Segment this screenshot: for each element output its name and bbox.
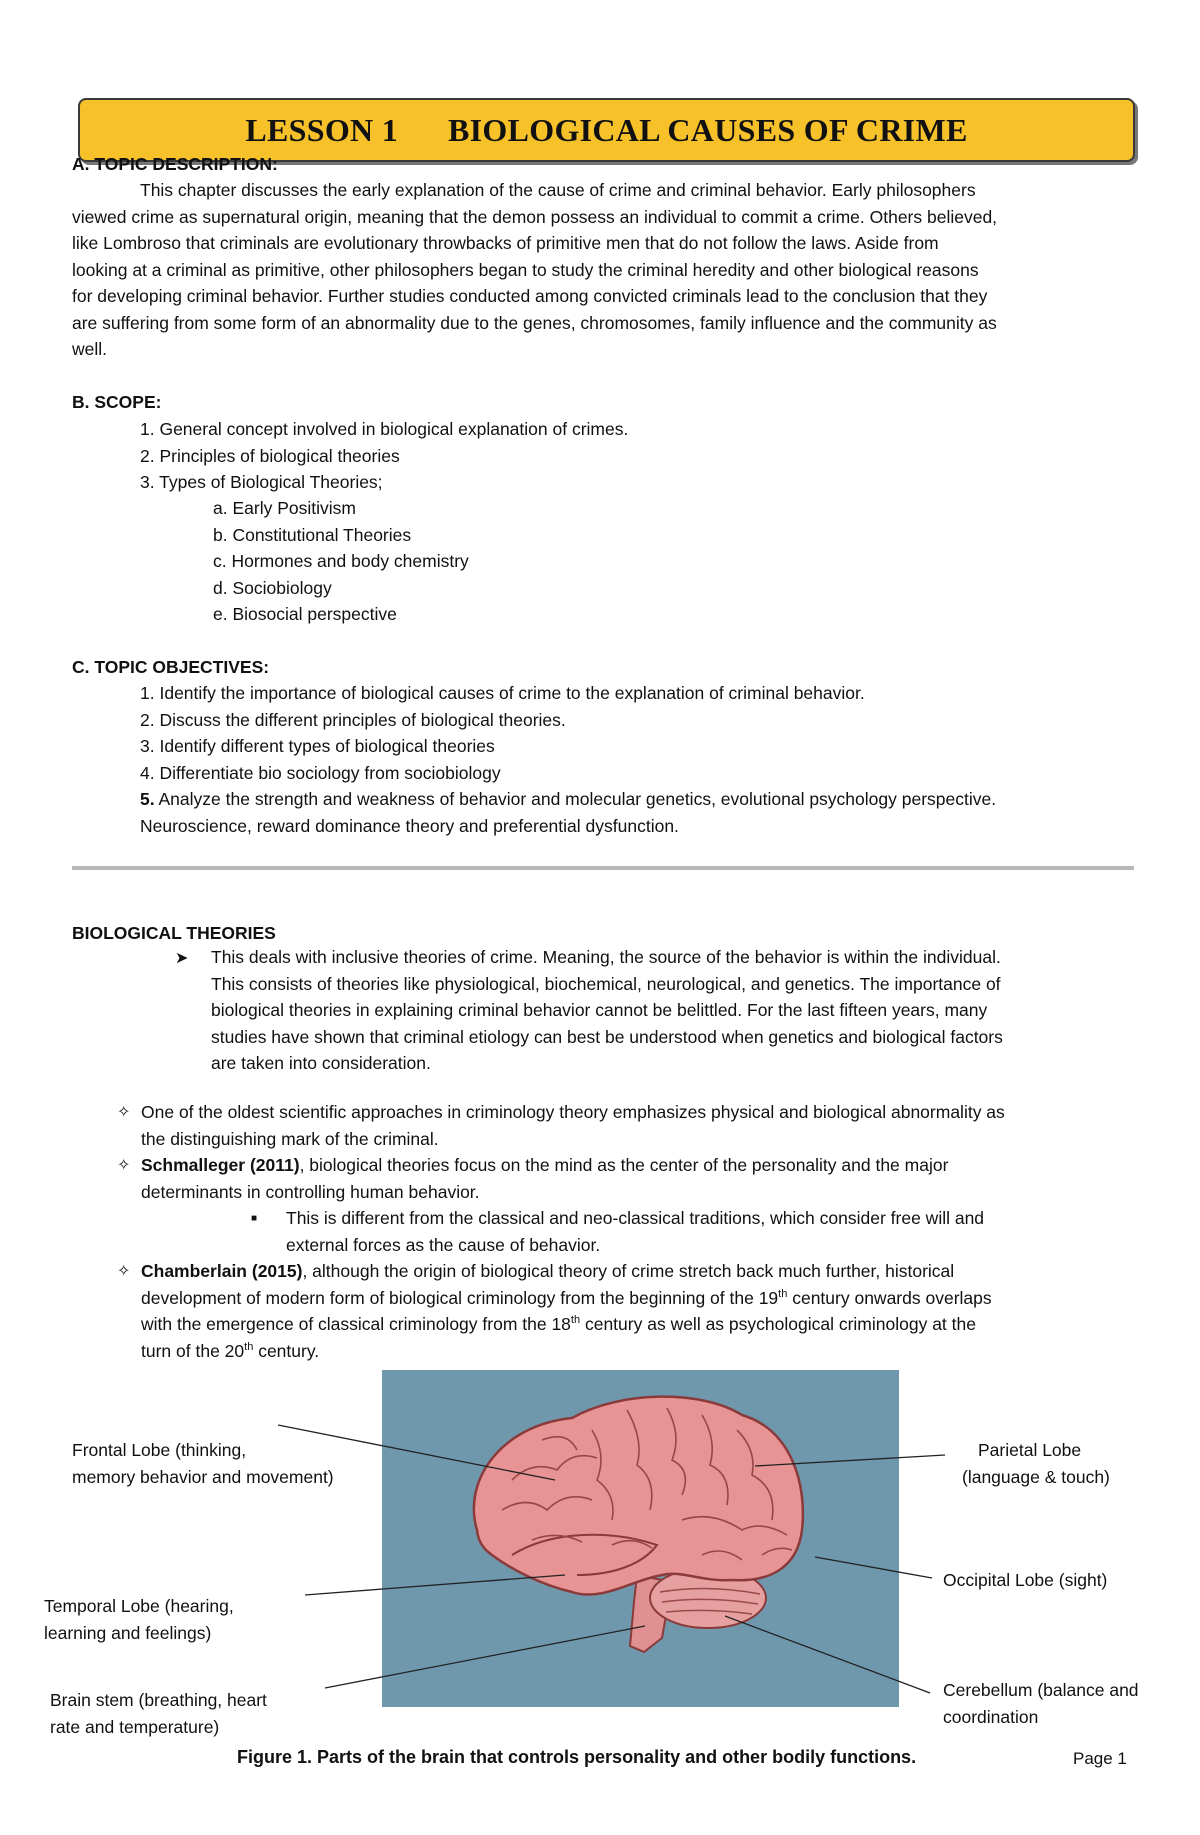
description-line: for developing criminal behavior. Further studies conducted among convicted criminals lead to the conclusion that they: [72, 286, 988, 306]
parietal-leader-line: [755, 1455, 945, 1466]
arrow-line: This consists of theories like physiological, biochemical, neurological, and genetics. The importance of: [211, 973, 1001, 994]
objectives-heading: C. TOPIC OBJECTIVES:: [72, 657, 270, 677]
point-text: turn of the 20: [141, 1340, 245, 1361]
page-number: Page 1: [1073, 1749, 1127, 1768]
point-line: One of the oldest scientific approaches in criminology theory emphasizes physical and biological abnormality as: [141, 1102, 1005, 1122]
superscript: th: [778, 1287, 788, 1300]
point-line: determinants in controlling human behavior.: [141, 1181, 480, 1202]
arrow-bullet-icon: ➤: [175, 950, 189, 967]
objective-text: Identify different types of biological theories: [154, 736, 495, 756]
label-line: Frontal Lobe (thinking,: [72, 1440, 247, 1460]
point-text: century onwards overlaps: [787, 1287, 992, 1308]
citation-author: Schmalleger (2011): [141, 1155, 300, 1175]
label-line: Parietal Lobe: [978, 1440, 1082, 1460]
lesson-number: LESSON 1: [245, 112, 399, 148]
brainstem-leader-line: [325, 1626, 645, 1688]
scope-item: 2. Principles of biological theories: [140, 445, 400, 466]
objective-text: Analyze the strength and weakness of behavior and molecular genetics, evolutional psychology perspective.: [154, 789, 997, 809]
scope-subitem: a. Early Positivism: [213, 498, 356, 518]
scope-subitem: d. Sociobiology: [213, 577, 332, 598]
point-line: This is different from the classical and neo-classical traditions, which consider free will and: [286, 1208, 985, 1228]
objective-text: Differentiate bio sociology from sociobiology: [154, 762, 501, 783]
scope-subitem: e. Biosocial perspective: [213, 604, 397, 624]
superscript: th: [244, 1340, 254, 1353]
description-line: viewed crime as supernatural origin, meaning that the demon possess an individual to commit a crime. Others believed,: [72, 206, 998, 227]
description-line: This chapter discusses the early explanation of the cause of crime and criminal behavior. Early philosophers: [140, 180, 976, 200]
point-text: , biological theories focus on the mind as the center of the personality and the major: [299, 1155, 949, 1175]
temporal-lobe-label: [44, 1593, 234, 1646]
objective-number: 2.: [140, 709, 155, 730]
objective-continuation: Neuroscience, reward dominance theory and preferential dysfunction.: [140, 815, 679, 836]
scope-item: 1. General concept involved in biological explanation of crimes.: [140, 419, 629, 439]
objective-number: 1.: [140, 683, 155, 703]
objective-number: 4.: [140, 762, 155, 783]
lesson-subject: BIOLOGICAL CAUSES OF CRIME: [448, 112, 968, 148]
parietal-lobe-label: [962, 1437, 1110, 1490]
scope-item: 3. Types of Biological Theories;: [140, 472, 383, 492]
point-text: , although the origin of biological theory of crime stretch back much further, historical: [302, 1261, 955, 1281]
label-line: learning and feelings): [44, 1622, 212, 1643]
scope-heading: B. SCOPE:: [72, 392, 162, 412]
point-line: external forces as the cause of behavior.: [286, 1234, 601, 1255]
objective-text: Discuss the different principles of biological theories.: [154, 709, 566, 730]
label-line: Temporal Lobe (hearing,: [44, 1596, 234, 1616]
scope-subitem: b. Constitutional Theories: [213, 524, 412, 545]
diamond-star-bullet-icon: ✧: [117, 1157, 131, 1174]
point-text: century as well as psychological criminology at the: [580, 1314, 976, 1334]
point-text: century.: [253, 1340, 320, 1361]
arrow-line: This deals with inclusive theories of crime. Meaning, the source of the behavior is within the individual.: [211, 947, 1001, 967]
label-line: rate and temperature): [50, 1716, 220, 1737]
arrow-line: biological theories in explaining criminal behavior cannot be belittled. For the last fifteen years, many: [211, 1000, 988, 1020]
label-line: coordination: [943, 1706, 1039, 1727]
label-line: Brain stem (breathing, heart: [50, 1690, 267, 1710]
description-line: looking at a criminal as primitive, other philosophers began to study the criminal heredity and other biological reasons: [72, 259, 979, 280]
frontal-lobe-label: [72, 1437, 334, 1490]
diamond-star-bullet-icon: ✧: [117, 1263, 131, 1280]
point-text: development of modern form of biological criminology from the beginning of the 19: [141, 1287, 779, 1308]
point-line: the distinguishing mark of the criminal.: [141, 1128, 439, 1149]
cerebellum-label: [943, 1677, 1139, 1730]
label-line: (language & touch): [962, 1466, 1110, 1487]
description-line: are suffering from some form of an abnormality due to the genes, chromosomes, family influence and the community as: [72, 312, 997, 333]
superscript: th: [570, 1314, 581, 1327]
description-line: well.: [72, 339, 108, 359]
topic-description-heading: A. TOPIC DESCRIPTION:: [72, 154, 278, 174]
arrow-line: studies have shown that criminal etiology can best be understood when genetics and biological factors: [211, 1026, 1003, 1047]
occipital-lobe-label: Occipital Lobe (sight): [943, 1570, 1108, 1590]
description-line: like Lombroso that criminals are evolutionary throwbacks of primitive men that do not follow the laws. Aside from: [72, 233, 939, 253]
square-bullet-icon: ■: [251, 1213, 258, 1224]
diamond-star-bullet-icon: ✧: [117, 1104, 131, 1121]
label-line: Cerebellum (balance and: [943, 1680, 1139, 1700]
temporal-leader-line: [305, 1575, 565, 1595]
scope-subitem: c. Hormones and body chemistry: [213, 551, 469, 571]
arrow-line: are taken into consideration.: [211, 1053, 431, 1073]
citation-author: Chamberlain (2015): [141, 1261, 303, 1281]
objective-text: Identify the importance of biological causes of crime to the explanation of criminal behavior.: [154, 683, 865, 703]
biological-theories-heading: BIOLOGICAL THEORIES: [72, 923, 276, 943]
objective-number: 5.: [140, 789, 155, 809]
figure-caption: Figure 1. Parts of the brain that controls personality and other bodily functions.: [237, 1747, 917, 1767]
occipital-leader-line: [815, 1557, 932, 1578]
cerebellum-leader-line: [725, 1616, 930, 1693]
label-line: memory behavior and movement): [72, 1466, 334, 1487]
point-text: with the emergence of classical criminology from the 18: [141, 1314, 571, 1334]
brain-stem-label: [50, 1687, 267, 1740]
objective-number: 3.: [140, 736, 155, 756]
